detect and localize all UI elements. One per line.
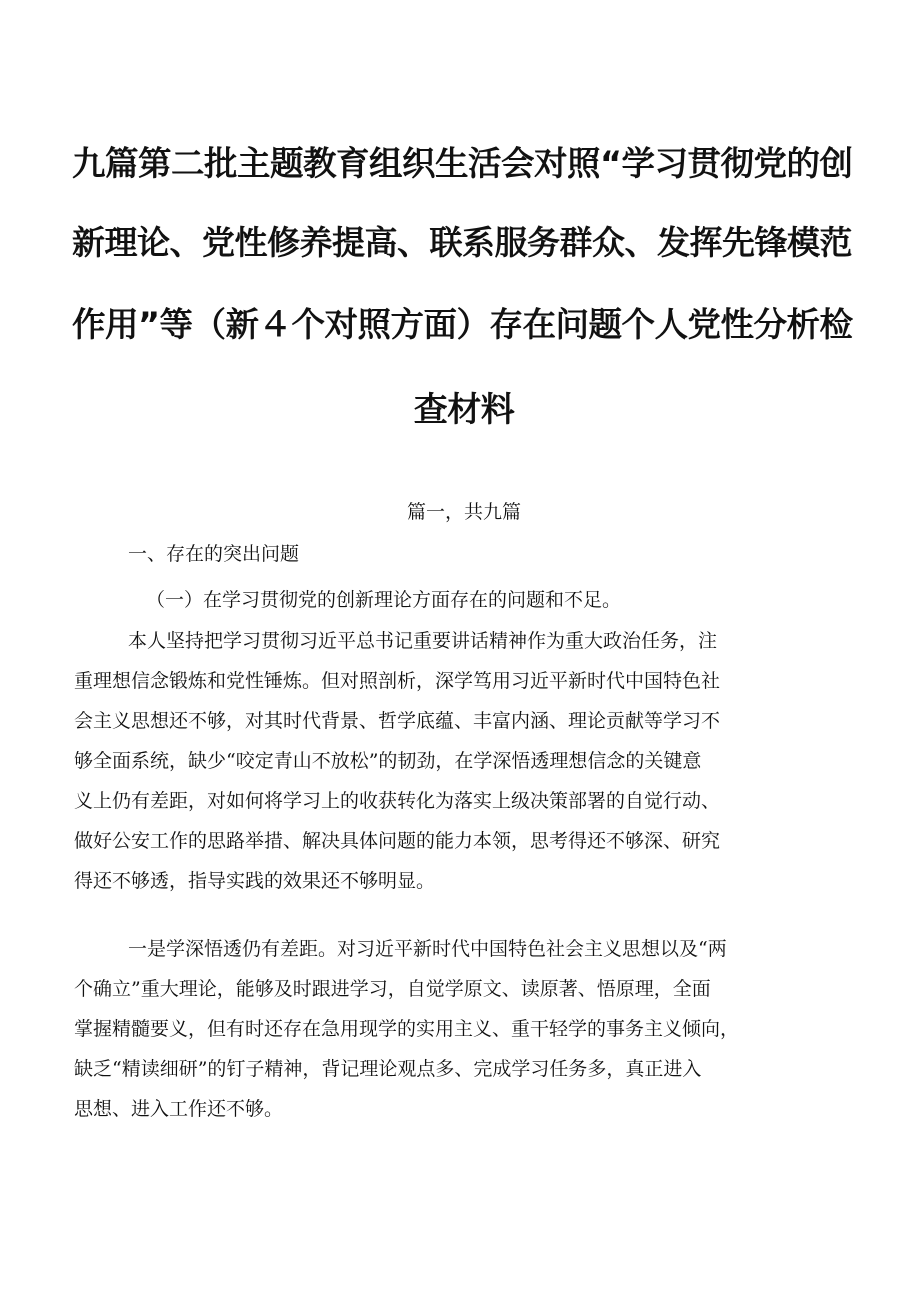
document-subtitle: 篇一，共九篇 xyxy=(406,501,521,523)
document-title-line-3: 作用”等（新４个对照方面）存在问题个人党性分析检 xyxy=(72,305,853,344)
paragraph-line: 得还不够透，指导实践的效果还不够明显。 xyxy=(74,870,436,892)
paragraph-line: 义上仍有差距，对如何将学习上的收获转化为落实上级决策部署的自觉行动、 xyxy=(74,790,721,812)
document-title-line-2: 新理论、党性修养提高、联系服务群众、发挥先锋模范 xyxy=(72,223,852,262)
paragraph-line: 个确立”重大理论，能够及时跟进学习，自觉学原文、读原著、悟原理，全面 xyxy=(74,978,711,1000)
paragraph-line: 缺乏“精读细研”的钉子精神，背记理论观点多、完成学习任务多，真正进入 xyxy=(74,1058,702,1080)
paragraph-line: 本人坚持把学习贯彻习近平总书记重要讲话精神作为重大政治任务，注 xyxy=(128,630,718,652)
paragraph-line: 重理想信念锻炼和党性锤炼。但对照剖析，深学笃用习近平新时代中国特色社 xyxy=(74,670,721,692)
paragraph-line: 思想、进入工作还不够。 xyxy=(74,1098,284,1120)
paragraph-line: 做好公安工作的思路举措、解决具体问题的能力本领，思考得还不够深、研究 xyxy=(74,830,721,852)
body-paragraph-1 xyxy=(74,621,864,901)
paragraph-line: 掌握精髓要义，但有时还存在急用现学的实用主义、重干轻学的事务主义倾向， xyxy=(74,1018,740,1040)
body-paragraph-2 xyxy=(74,929,864,1129)
document-title-line-1: 九篇第二批主题教育组织生活会对照“学习贯彻党的创 xyxy=(72,144,853,183)
paragraph-line: 会主义思想还不够，对其时代背景、哲学底蕴、丰富内涵、理论贡献等学习不 xyxy=(74,710,721,732)
section-heading: 一、存在的突出问题 xyxy=(128,543,300,565)
subsection-heading: （一）在学习贯彻党的创新理论方面存在的问题和不足。 xyxy=(146,589,622,611)
paragraph-line: 够全面系统，缺少“咬定青山不放松”的韧劲，在学深悟透理想信念的关键意 xyxy=(74,750,702,772)
paragraph-line: 一是学深悟透仍有差距。对习近平新时代中国特色社会主义思想以及“两 xyxy=(128,938,727,960)
document-title-line-4: 查材料 xyxy=(413,390,515,430)
